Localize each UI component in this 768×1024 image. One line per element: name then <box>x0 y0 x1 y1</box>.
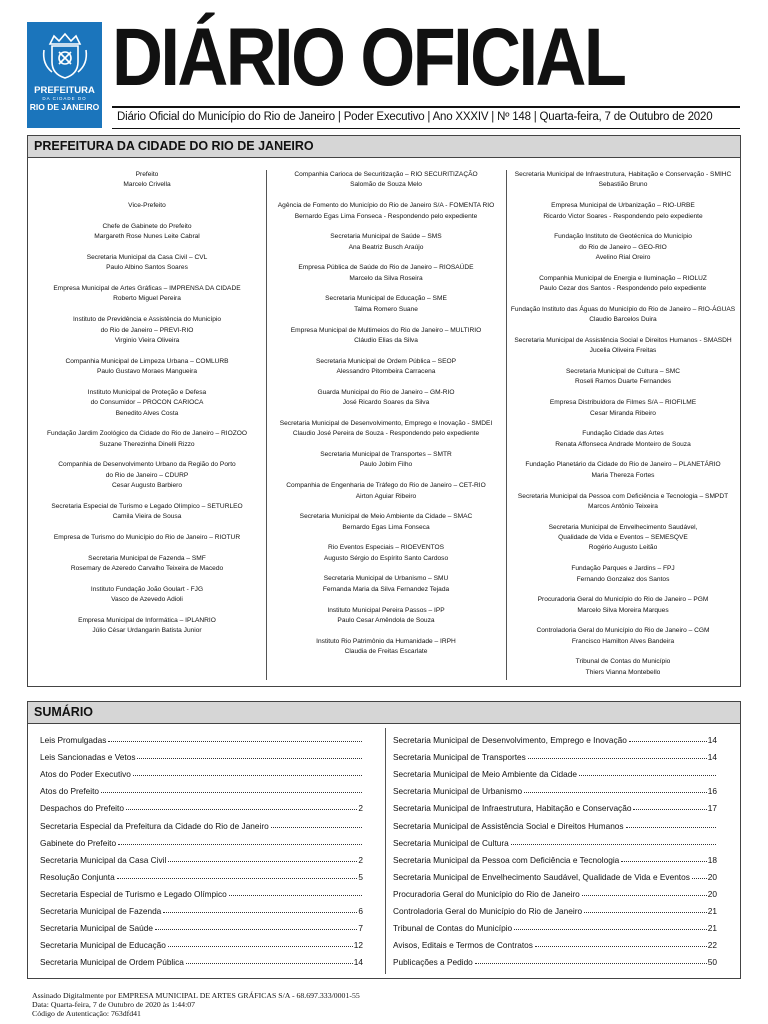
summary-column-left <box>40 728 363 967</box>
official-name: Ricardo Victor Soares - Respondendo pelo expediente <box>543 212 703 220</box>
office-title: Empresa Pública de Saúde do Rio de Janeiro – RIOSAÚDE <box>298 264 474 272</box>
office-title: Secretaria Municipal de Saúde – SMS <box>330 233 442 241</box>
directory-entry <box>266 450 506 471</box>
logo-text-da-cidade: DA CIDADE DO <box>42 96 87 101</box>
office-title: Instituto Rio Patrimônio da Humanidade – IRPH <box>316 637 456 645</box>
directory-entry <box>266 574 506 595</box>
office-title: Companhia Carioca de Securitização – RIO SECURITIZAÇÃO <box>294 171 478 178</box>
official-name: Claudio José Pereira de Souza - Respondendo pelo expediente <box>292 430 480 438</box>
office-title: Tribunal de Contas do Município <box>575 658 671 666</box>
directory-entry <box>506 398 740 419</box>
summary-row[interactable] <box>393 831 717 848</box>
office-title: Qualidade de Vida e Eventos – SEMESQVE <box>558 534 688 542</box>
office-title: Secretaria Especial de Turismo e Legado Olímpico – SETURLEO <box>51 502 243 510</box>
office-title: Secretaria Municipal de Urbanismo – SMU <box>323 575 449 583</box>
official-name: Augusto Sérgio do Espírito Santo Cardoso <box>323 554 449 562</box>
directory-entry <box>506 232 740 263</box>
summary-page-number: 14 <box>707 752 717 763</box>
summary-section-title: Secretaria Municipal de Desenvolvimento, Emprego e Inovação <box>393 735 627 746</box>
directory-entry <box>266 170 506 191</box>
directory-entry <box>266 512 506 533</box>
official-name: Júlio César Urdangarin Batista Junior <box>92 627 202 635</box>
summary-row[interactable] <box>393 813 717 830</box>
dot-leader <box>579 775 716 776</box>
office-title: Secretaria Municipal de Educação – SME <box>325 295 447 303</box>
office-title: do Rio de Janeiro – GEO-RIO <box>579 243 667 251</box>
official-name: Marcelo Silva Moreira Marques <box>577 606 669 614</box>
directory-entry <box>266 637 506 658</box>
directory-entry <box>28 460 266 491</box>
dot-leader <box>155 929 357 930</box>
office-title: Secretaria Municipal de Assistência Social e Direitos Humanos - SMASDH <box>514 336 732 344</box>
official-name: Paulo Albino Santos Soares <box>106 264 188 272</box>
directory-entry <box>28 284 266 305</box>
summary-row[interactable] <box>40 916 363 933</box>
official-name: Fernando Gonzalez dos Santos <box>576 575 670 583</box>
issue-subtitle: Diário Oficial do Município do Rio de Janeiro | Poder Executivo | Ano XXXIV | Nº 148 | Quarta-feira, 7 de Outubro de 2020 <box>117 111 713 123</box>
office-title: Controladoria Geral do Município do Rio de Janeiro – CGM <box>536 627 710 635</box>
directory-entry <box>28 222 266 243</box>
directory-entry <box>266 481 506 502</box>
official-name: Alessandro Pitombeira Carracena <box>336 368 436 376</box>
official-name: Rosemary de Azeredo Carvalho Teixeira de Macedo <box>70 565 224 573</box>
directory-entry <box>506 564 740 585</box>
dot-leader <box>186 963 353 964</box>
logo-text-rio: RIO DE JANEIRO <box>29 102 100 112</box>
directory-entry <box>28 585 266 606</box>
footer-signed-by: Assinado Digitalmente por EMPRESA MUNICIPAL DE ARTES GRÁFICAS S/A - 68.697.333/0001-55 <box>32 991 360 1000</box>
summary-page-number: 7 <box>358 923 363 934</box>
directory-entry <box>506 626 740 647</box>
office-title: Empresa Municipal de Informática – IPLANRIO <box>78 616 216 624</box>
office-title: Secretaria Municipal de Ordem Pública – SEOP <box>316 357 456 365</box>
office-title: Companhia de Engenharia de Tráfego do Rio de Janeiro – CET-RIO <box>286 482 486 490</box>
directory-entry <box>28 429 266 450</box>
summary-section-title: Publicações a Pedido <box>393 957 473 968</box>
office-title: Secretaria Municipal de Envelhecimento Saudável, <box>548 523 698 531</box>
masthead-title: DIÁRIO OFICIAL <box>112 12 625 103</box>
official-name: Airton Aguiar Ribeiro <box>355 492 417 500</box>
directory-entry <box>28 357 266 378</box>
directory-entry <box>506 523 740 554</box>
summary-section-title: Secretaria Especial da Prefeitura da Cidade do Rio de Janeiro <box>40 820 269 831</box>
directory-entry <box>28 533 266 543</box>
summary-row[interactable] <box>393 899 717 916</box>
official-name: Claudio Barcelos Duira <box>589 316 657 324</box>
office-title: Empresa Municipal de Artes Gráficas – IMPRENSA DA CIDADE <box>53 285 241 293</box>
directory-entry <box>266 357 506 378</box>
masthead-rule-bottom <box>112 128 740 129</box>
official-name: Sebastião Bruno <box>598 181 648 189</box>
summary-page-number: 18 <box>707 854 717 865</box>
office-title: Fundação Instituto de Geotécnica do Município <box>554 233 692 241</box>
official-name: Roberto Miguel Pereira <box>113 295 181 303</box>
office-title: Companhia Municipal de Limpeza Urbana – COMLURB <box>65 357 229 365</box>
summary-row[interactable] <box>393 950 717 967</box>
dot-leader <box>535 946 707 947</box>
official-name: Bernardo Egas Lima Fonseca <box>342 523 430 531</box>
prefeitura-logo <box>27 22 102 128</box>
office-title: Empresa Municipal de Multimeios do Rio de Janeiro – MULTIRIO <box>290 326 482 334</box>
summary-section-title: Secretaria Municipal da Casa Civil <box>40 854 167 865</box>
directory-entry <box>506 274 740 295</box>
summary-row[interactable] <box>393 728 717 745</box>
dot-leader <box>168 946 353 947</box>
dot-leader <box>101 792 362 793</box>
directory-entry <box>28 315 266 346</box>
directory-entry <box>266 543 506 564</box>
official-name: Paulo Cezar dos Santos - Respondendo pelo expediente <box>539 285 707 293</box>
summary-page-number: 2 <box>358 803 363 814</box>
dot-leader <box>229 895 362 896</box>
directory-entry <box>266 201 506 222</box>
summary-row[interactable] <box>40 882 363 899</box>
dot-leader <box>633 809 706 810</box>
official-name: Fernanda Maria da Silva Fernandez Tejada <box>322 585 450 593</box>
official-name: Francisco Hamilton Alves Bandeira <box>571 637 675 645</box>
official-name: Roseli Ramos Duarte Fernandes <box>574 378 672 386</box>
summary-section-title: Leis Sancionadas e Vetos <box>40 752 136 763</box>
office-title: Vice-Prefeito <box>128 202 166 210</box>
directory-entry <box>266 419 506 440</box>
office-title: Secretaria Municipal de Fazenda – SMF <box>88 554 206 562</box>
footer-date: Data: Quarta-feira, 7 de Outubro de 2020 às 1:44:07 <box>32 999 196 1009</box>
official-name: Vasco de Azevedo Adioli <box>111 596 183 604</box>
summary-title: SUMÁRIO <box>28 702 740 724</box>
directory-title: PREFEITURA DA CIDADE DO RIO DE JANEIRO <box>28 136 740 158</box>
logo-text-prefeitura: PREFEITURA <box>34 85 95 96</box>
official-name: José Ricardo Soares da Silva <box>342 399 430 407</box>
official-name: Cláudio Elias da Silva <box>354 336 418 344</box>
summary-page-number: 21 <box>707 906 717 917</box>
office-title: Fundação Cidade das Artes <box>582 430 664 438</box>
office-title: Fundação Parques e Jardins – FPJ <box>571 565 675 573</box>
summary-section-title: Secretaria Municipal de Transportes <box>393 752 526 763</box>
dot-leader <box>524 792 707 793</box>
directory-entry <box>28 170 266 191</box>
office-title: Instituto Fundação João Goulart - FJG <box>90 585 204 593</box>
summary-row[interactable] <box>40 796 363 813</box>
office-title: Procuradoria Geral do Município do Rio de Janeiro – PGM <box>537 596 709 604</box>
office-title: do Rio de Janeiro – CDURP <box>105 471 189 479</box>
directory-entry <box>506 429 740 450</box>
digital-signature-footer <box>32 992 360 1018</box>
dot-leader <box>133 775 362 776</box>
summary-section-title: Avisos, Editais e Termos de Contratos <box>393 940 533 951</box>
dot-leader <box>117 878 358 879</box>
summary-section-title: Secretaria Municipal de Urbanismo <box>393 786 523 797</box>
summary-section-title: Secretaria Municipal de Meio Ambiente da Cidade <box>393 769 578 780</box>
summary-row[interactable] <box>40 899 363 916</box>
summary-row[interactable] <box>393 865 717 882</box>
summary-section-title: Secretaria Especial de Turismo e Legado Olímpico <box>40 888 227 899</box>
office-title: Prefeito <box>135 171 159 178</box>
summary-section-title: Secretaria Municipal de Fazenda <box>40 906 162 917</box>
summary-section-title: Tribunal de Contas do Município <box>393 923 513 934</box>
official-name: Cesar Miranda Ribeiro <box>590 409 656 417</box>
summary-row[interactable] <box>393 848 717 865</box>
official-name: Thiers Vianna Montebello <box>585 668 661 676</box>
directory-entry <box>506 595 740 616</box>
summary-section-title: Procuradoria Geral do Município do Rio de Janeiro <box>393 888 580 899</box>
masthead-rule-top <box>112 106 740 108</box>
directory-entry <box>506 367 740 388</box>
summary-row[interactable] <box>393 745 717 762</box>
summary-page-number: 22 <box>707 940 717 951</box>
official-name: Benedito Alves Costa <box>115 409 179 417</box>
summary-page-number: 2 <box>358 854 363 865</box>
official-name: Marcelo Crivella <box>123 181 171 189</box>
official-name: Jucelia Oliveira Freitas <box>589 347 657 355</box>
official-name: Camila Vieira de Sousa <box>112 513 182 521</box>
official-name: Paulo Gustavo Moraes Mangueira <box>96 368 198 376</box>
summary-page-number: 14 <box>707 735 717 746</box>
summary-page-number: 50 <box>707 957 717 968</box>
directory-entry <box>506 336 740 357</box>
dot-leader <box>621 861 706 862</box>
office-title: do Consumidor – PROCON CARIOCA <box>90 399 204 407</box>
summary-row[interactable] <box>40 813 363 830</box>
summary-row[interactable] <box>40 865 363 882</box>
summary-page-number: 5 <box>358 871 363 882</box>
office-title: do Rio de Janeiro – PREVI-RIO <box>100 326 194 334</box>
summary-row[interactable] <box>393 916 717 933</box>
summary-divider <box>385 728 386 974</box>
summary-row[interactable] <box>40 933 363 950</box>
office-title: Secretaria Municipal de Infraestrutura, Habitação e Conservação - SMIHC <box>514 171 732 178</box>
dot-leader <box>168 861 357 862</box>
summary-row[interactable] <box>40 831 363 848</box>
summary-row[interactable] <box>393 762 717 779</box>
office-title: Instituto Municipal de Proteção e Defesa <box>87 388 207 396</box>
summary-row[interactable] <box>40 848 363 865</box>
office-title: Fundação Instituto das Águas do Município do Rio de Janeiro – RIO-ÁGUAS <box>510 305 736 313</box>
directory-entry <box>266 232 506 253</box>
summary-section-title: Atos do Prefeito <box>40 786 100 797</box>
summary-section-title: Secretaria Municipal de Infraestrutura, Habitação e Conservação <box>393 803 632 814</box>
summary-page-number: 20 <box>707 888 717 899</box>
summary-section-title: Despachos do Prefeito <box>40 803 124 814</box>
office-title: Agência de Fomento do Município do Rio de Janeiro S/A - FOMENTA RIO <box>277 202 495 210</box>
directory-entry <box>28 616 266 637</box>
summary-section-title: Leis Promulgadas <box>40 735 107 746</box>
official-name: Margareth Rose Nunes Leite Cabral <box>94 233 200 241</box>
directory-entry <box>28 253 266 274</box>
office-title: Companhia Municipal de Energia e Iluminação – RIOLUZ <box>539 274 707 282</box>
directory-entry <box>28 388 266 419</box>
official-name: Salomão de Souza Melo <box>350 181 422 189</box>
directory-entry <box>266 326 506 347</box>
office-title: Empresa Municipal de Urbanização – RIO-URBE <box>551 202 695 210</box>
summary-row[interactable] <box>40 762 363 779</box>
footer-auth-code: Código de Autenticação: 763dfd41 <box>32 1008 141 1018</box>
summary-section-title: Gabinete do Prefeito <box>40 837 117 848</box>
directory-entry <box>506 657 740 678</box>
directory-entry <box>506 305 740 326</box>
dot-leader <box>514 929 707 930</box>
official-name: Virginio Vieira Oliveira <box>114 336 180 344</box>
summary-section-title: Resolução Conjunta <box>40 871 115 882</box>
summary-row[interactable] <box>393 933 717 950</box>
summary-page-number: 14 <box>353 957 363 968</box>
dot-leader <box>584 912 707 913</box>
summary-row[interactable] <box>40 745 363 762</box>
summary-page-number: 21 <box>707 923 717 934</box>
dot-leader <box>137 758 362 759</box>
dot-leader <box>475 963 707 964</box>
directory-column-3 <box>506 170 740 689</box>
office-title: Empresa Distribuidora de Filmes S/A – RIOFILME <box>549 399 697 407</box>
dot-leader <box>126 809 357 810</box>
dot-leader <box>692 878 707 879</box>
summary-row[interactable] <box>393 779 717 796</box>
office-title: Instituto de Previdência e Assistência do Município <box>72 316 222 324</box>
office-title: Secretaria Municipal de Desenvolvimento, Emprego e Inovação - SMDEI <box>279 419 493 427</box>
summary-section-title: Secretaria Municipal de Envelhecimento Saudável, Qualidade de Vida e Eventos <box>393 871 690 882</box>
summary-section-title: Controladoria Geral do Município do Rio de Janeiro <box>393 906 583 917</box>
office-title: Rio Eventos Especiais – RIOEVENTOS <box>327 544 445 552</box>
directory-entry <box>506 201 740 222</box>
dot-leader <box>626 827 716 828</box>
office-title: Fundação Planetário da Cidade do Rio de Janeiro – PLANETÁRIO <box>525 461 721 469</box>
official-name: Marcelo da Silva Roseira <box>349 274 423 282</box>
directory-entry <box>266 606 506 627</box>
directory-entry <box>28 502 266 523</box>
directory-entry <box>506 170 740 191</box>
directory-entry <box>506 460 740 481</box>
summary-section-title: Secretaria Municipal de Cultura <box>393 837 509 848</box>
summary-section-title: Secretaria Municipal de Ordem Pública <box>40 957 184 968</box>
summary-section-title: Secretaria Municipal de Saúde <box>40 923 153 934</box>
office-title: Secretaria Municipal de Meio Ambiente da Cidade – SMAC <box>299 513 473 521</box>
summary-column-right <box>393 728 717 967</box>
summary-row[interactable] <box>393 882 717 899</box>
office-title: Instituto Municipal Pereira Passos – IPP <box>327 606 445 614</box>
summary-row[interactable] <box>40 779 363 796</box>
official-name: Paulo Cesar Amêndola de Souza <box>337 616 435 624</box>
official-name: Bernardo Egas Lima Fonseca - Respondendo pelo expediente <box>294 212 478 220</box>
official-name: Marcos Antônio Teixeira <box>588 502 658 510</box>
summary-row[interactable] <box>40 950 363 967</box>
official-name: Ana Beatriz Busch Araújo <box>348 243 424 251</box>
summary-section-title: Secretaria Municipal de Educação <box>40 940 166 951</box>
official-name: Claudia de Freitas Escarlate <box>344 648 428 656</box>
dot-leader <box>163 912 357 913</box>
official-name: Maria Thereza Fortes <box>591 471 655 479</box>
summary-section-title: Atos do Poder Executivo <box>40 769 131 780</box>
directory-entry <box>266 294 506 315</box>
summary-row[interactable] <box>40 728 363 745</box>
office-title: Chefe de Gabinete do Prefeito <box>102 222 192 230</box>
directory-entry <box>266 263 506 284</box>
directory-entry <box>28 554 266 575</box>
official-name: Talma Romero Suane <box>354 305 418 313</box>
dot-leader <box>629 741 707 742</box>
dot-leader <box>528 758 707 759</box>
office-title: Secretaria Municipal da Pessoa com Deficiência e Tecnologia – SMPDT <box>517 492 729 500</box>
dot-leader <box>108 741 362 742</box>
official-name: Avelino Rial Oreiro <box>595 254 651 262</box>
office-title: Guarda Municipal do Rio de Janeiro – GM-RIO <box>317 388 455 396</box>
official-name: Paulo Jobim Filho <box>359 461 413 469</box>
directory-entry <box>266 388 506 409</box>
dot-leader <box>582 895 707 896</box>
office-title: Secretaria Municipal da Casa Civil – CVL <box>86 253 208 261</box>
directory-column-1 <box>28 170 266 647</box>
dot-leader <box>271 827 362 828</box>
summary-page-number: 6 <box>358 906 363 917</box>
office-title: Companhia de Desenvolvimento Urbano da Região do Porto <box>58 461 236 469</box>
dot-leader <box>118 844 362 845</box>
summary-row[interactable] <box>393 796 717 813</box>
directory-entry <box>506 492 740 513</box>
city-coat-of-arms-icon <box>40 30 90 82</box>
official-name: Suzane Therezinha Dinelli Rizzo <box>99 440 195 448</box>
office-title: Secretaria Municipal de Cultura – SMC <box>566 368 680 376</box>
office-title: Empresa de Turismo do Município do Rio de Janeiro – RIOTUR <box>53 534 241 542</box>
directory-column-2 <box>266 170 506 668</box>
official-name: Cesar Augusto Barbiero <box>111 482 182 490</box>
summary-section-title: Secretaria Municipal de Assistência Social e Direitos Humanos <box>393 820 624 831</box>
official-name: Rogério Augusto Leitão <box>588 544 658 552</box>
office-title: Fundação Jardim Zoológico da Cidade do Rio de Janeiro – RIOZOO <box>46 430 248 438</box>
summary-page-number: 17 <box>707 803 717 814</box>
summary-page-number: 12 <box>353 940 363 951</box>
official-name: Renata Affonseca Andrade Monteiro de Souza <box>555 440 691 448</box>
summary-page-number: 20 <box>707 871 717 882</box>
dot-leader <box>511 844 716 845</box>
office-title: Secretaria Municipal de Transportes – SMTR <box>320 450 452 458</box>
directory-entry <box>28 201 266 211</box>
summary-page-number: 16 <box>707 786 717 797</box>
summary-section-title: Secretaria Municipal da Pessoa com Deficiência e Tecnologia <box>393 854 620 865</box>
